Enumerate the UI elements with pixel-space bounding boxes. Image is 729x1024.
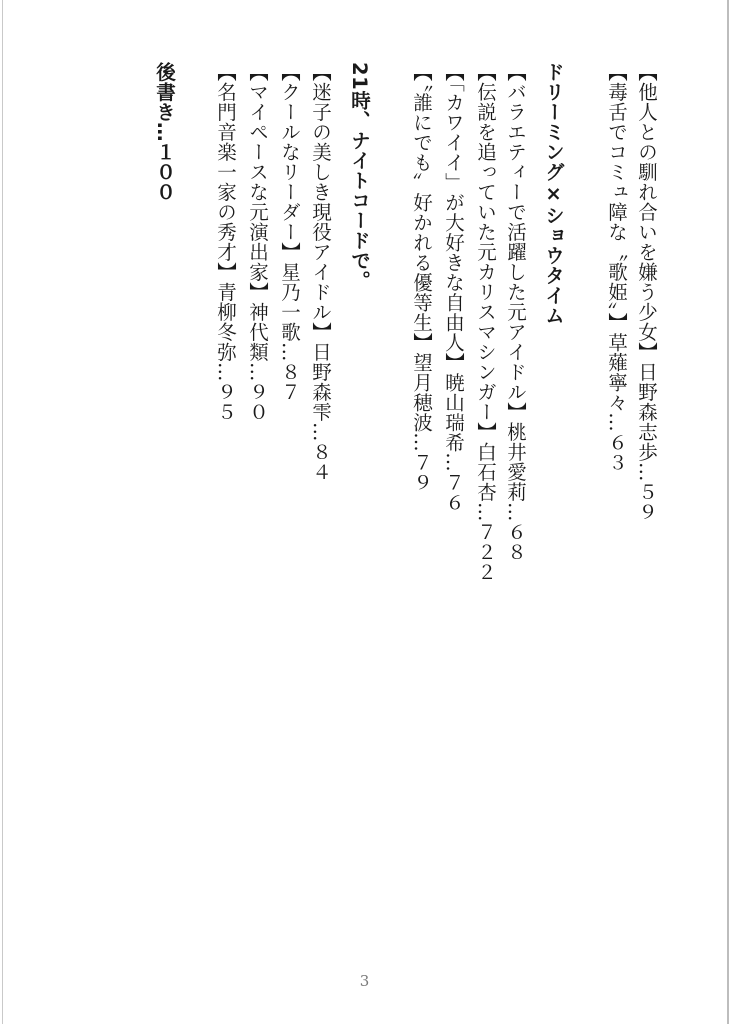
toc-entry-nene: 【毒舌でコミュ障な〝歌姫〟】草薙寧々…６３ <box>605 62 628 473</box>
toc-entry-rui: 【マイペースな元演出家】神代類…９０ <box>246 62 269 422</box>
section-heading-nightcord: 21時、ナイトコードで。 <box>348 62 371 291</box>
toc-entry-airi: 【バラエティーで活躍した元アイドル】桃井愛莉…６８ <box>504 62 527 562</box>
toc-entry-toya: 【名門音楽一家の秀才】青柳冬弥…９５ <box>214 62 237 422</box>
section-heading-dreaming-showtime: ドリーミング×ショウタイム <box>542 62 565 326</box>
toc-entry-an: 【伝説を追っていた元カリスマシンガー】白石杏…７２２ <box>474 62 497 582</box>
toc-entry-shizuku: 【迷子の美しき現役アイドル】日野森雫…８４ <box>309 62 332 482</box>
toc-entry-afterword: 後書き…１００ <box>153 62 176 202</box>
toc-entry-ichika: 【クールなリーダー】星乃一歌…８７ <box>278 62 301 402</box>
page-number: 3 <box>359 972 370 990</box>
toc-entry-shiho: 【他人との馴れ合いを嫌う少女】日野森志歩…５９ <box>635 62 658 522</box>
page-left-edge <box>2 0 3 1024</box>
toc-entry-honami: 【〝誰にでも〟好かれる優等生】望月穂波…７９ <box>410 62 433 493</box>
toc-entry-mizuki: 【「カワイイ」が大好きな自由人】暁山瑞希…７６ <box>442 62 465 513</box>
